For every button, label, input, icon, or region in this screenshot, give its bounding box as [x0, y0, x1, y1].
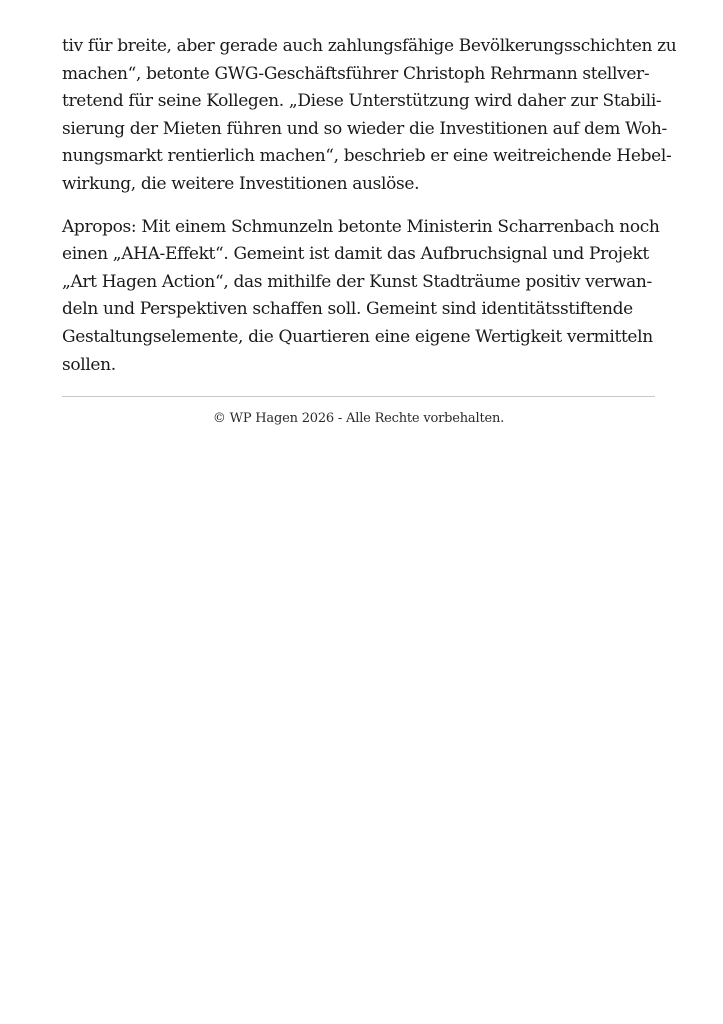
paragraph-line: wirkung, die weitere Investitionen auslöse.: [62, 173, 420, 194]
article-page: [62, 33, 677, 427]
paragraph-line: sierung der Mieten führen und so wieder die Investitionen auf dem Woh-: [62, 118, 667, 139]
article-paragraph-2: [62, 214, 660, 380]
article-paragraph-1: [62, 33, 677, 199]
paragraph-line: einen „AHA-Effekt“. Gemeint ist damit das Aufbruchsignal und Projekt: [62, 244, 649, 265]
paragraph-line: machen“, betonte GWG-Geschäftsführer Christoph Rehrmann stellver-: [62, 63, 650, 84]
paragraph-line: deln und Perspektiven schaffen soll. Gemeint sind identitätsstiftende: [62, 299, 633, 320]
paragraph-line: nungsmarkt rentierlich machen“, beschrieb er eine weitreichende Hebel-: [62, 146, 672, 167]
copyright-notice: © WP Hagen 2026 - Alle Rechte vorbehalten.: [212, 411, 505, 427]
paragraph-line: Gestaltungselemente, die Quartieren eine eigene Wertigkeit vermitteln: [62, 326, 653, 347]
paragraph-line: tiv für breite, aber gerade auch zahlungsfähige Bevölkerungsschichten zu: [62, 36, 677, 56]
paragraph-line: „Art Hagen Action“, das mithilfe der Kunst Stadträume positiv verwan-: [62, 271, 652, 292]
paragraph-line: tretend für seine Kollegen. „Diese Unterstützung wird daher zur Stabili-: [62, 91, 662, 112]
paragraph-line: Apropos: Mit einem Schmunzeln betonte Ministerin Scharrenbach noch: [62, 216, 660, 237]
paragraph-line: sollen.: [62, 354, 116, 375]
footer-divider: [62, 396, 655, 397]
